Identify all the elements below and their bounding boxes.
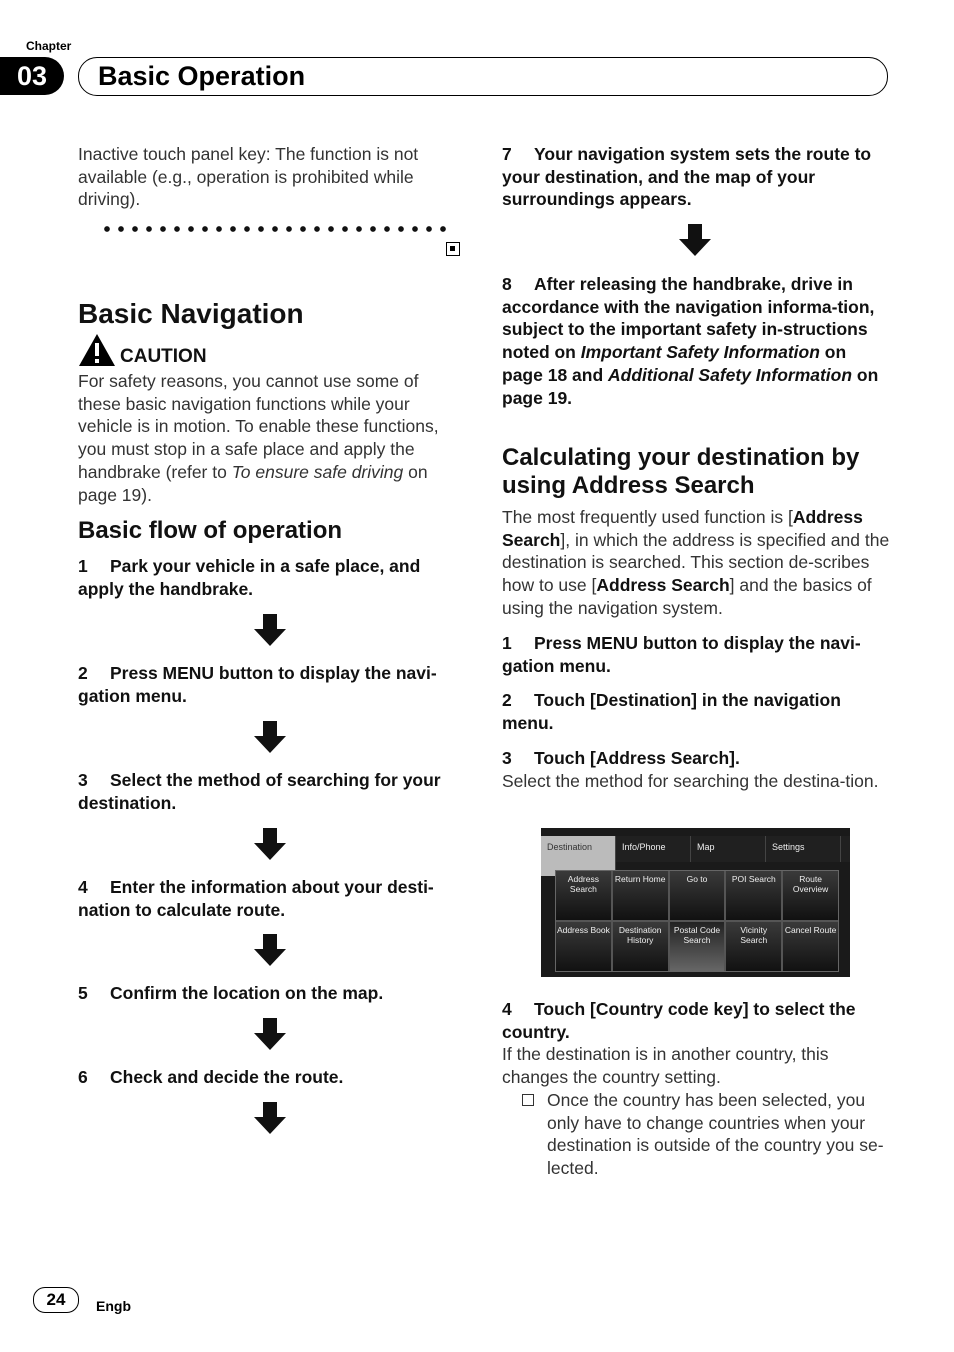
step-text: After releasing the handbrake, drive in accordance with the navigation informa-tion, subject to the important safety in-structions noted on	[502, 274, 875, 363]
page-number: 24	[33, 1287, 79, 1313]
step3-description: Select the method for searching the destina-tion.	[502, 771, 879, 791]
flow-step	[78, 769, 466, 814]
checkbox-bullet-icon	[522, 1093, 546, 1111]
step-text: Touch [Country code key] to select the country.	[502, 999, 856, 1042]
flow-step	[78, 662, 466, 707]
nav-address-search: Address Search	[556, 871, 611, 920]
nav-menu-grid	[555, 870, 839, 972]
address-search-intro	[502, 506, 892, 620]
step-number: 4	[502, 999, 512, 1019]
caution-text	[78, 370, 466, 506]
step-text: Touch [Destination] in the navigation menu.	[502, 690, 841, 733]
nav-poi-search: POI Search	[726, 871, 781, 920]
intro-text: ], in which the address is specified and the destination is searched. This section de-scribes how to use [	[502, 529, 890, 596]
step-text: Press MENU button to display the navi-gation menu.	[502, 633, 861, 676]
step-number: 1	[78, 556, 88, 576]
step-text: Select the method of searching for your destination.	[78, 770, 441, 813]
down-arrow-icon	[254, 721, 286, 753]
intro-bold: Address Search	[596, 575, 730, 596]
address-step	[502, 632, 890, 677]
tab-settings: Settings	[766, 836, 841, 862]
tab-destination: Destination	[541, 836, 616, 876]
chapter-label: Chapter	[26, 39, 72, 53]
navigation-menu-screenshot	[541, 828, 850, 977]
section-end-icon	[446, 242, 460, 256]
step4-description: If the destination is in another country, this changes the country setting.	[502, 1044, 829, 1087]
flow-title: Basic flow of operation	[78, 517, 343, 544]
step-text: on page 18 and	[502, 342, 847, 385]
down-arrow-icon	[254, 1102, 286, 1134]
caution-label: CAUTION	[120, 346, 207, 367]
caution-text-part: on page 19).	[78, 461, 428, 505]
step-text: on page 19.	[502, 364, 879, 408]
step-number: 2	[502, 690, 512, 710]
address-step	[502, 998, 890, 1043]
step-number: 7	[502, 144, 512, 164]
down-arrow-icon	[254, 614, 286, 646]
step-text: Check and decide the route.	[110, 1067, 344, 1087]
step-number: 3	[78, 770, 88, 790]
caution-reference: To ensure safe driving	[231, 461, 404, 482]
down-arrow-icon	[254, 1018, 286, 1050]
flow-step	[502, 143, 890, 211]
step-number: 4	[78, 877, 88, 897]
intro-text: The most frequently used function is [	[502, 507, 793, 527]
step-number: 5	[78, 983, 88, 1003]
step-text: Confirm the location on the map.	[110, 983, 384, 1003]
nav-vicinity-search: Vicinity Search	[726, 922, 781, 971]
safety-reference: Important Safety Information	[580, 342, 820, 363]
step-number: 1	[502, 633, 512, 653]
tab-map: Map	[691, 836, 766, 862]
step-text: Enter the information about your desti-nation to calculate route.	[78, 877, 434, 920]
chapter-number: 03	[0, 57, 64, 95]
flow-step	[78, 982, 466, 1005]
section-title: Basic Navigation	[78, 298, 304, 329]
intro-bold: Address Search	[502, 507, 863, 550]
nav-menu-tabs	[541, 836, 850, 862]
flow-step	[78, 1066, 466, 1089]
intro-text: ] and the basics of using the navigation system.	[502, 575, 872, 618]
down-arrow-icon	[679, 224, 711, 256]
flow-step	[502, 273, 890, 409]
nav-go-to: Go to	[670, 871, 725, 920]
step-text: Touch [Address Search].	[534, 748, 740, 768]
down-arrow-icon	[254, 934, 286, 966]
step-number: 6	[78, 1067, 88, 1087]
safety-reference: Additional Safety Information	[608, 364, 853, 385]
step-text: Press MENU button to display the navi-gation menu.	[78, 663, 437, 706]
inactive-key-note: Inactive touch panel key: The function is not available (e.g., operation is prohibited while driving).	[78, 144, 419, 210]
flow-step	[78, 555, 466, 600]
nav-cancel-route: Cancel Route	[783, 922, 838, 971]
nav-return-home: Return Home	[613, 871, 668, 920]
flow-step	[78, 876, 466, 921]
step-number: 8	[502, 274, 512, 294]
warning-triangle-icon	[78, 333, 116, 372]
address-step	[502, 747, 890, 770]
step-number: 2	[78, 663, 88, 683]
tab-info-phone: Info/Phone	[616, 836, 691, 862]
chapter-title: Basic Operation	[98, 61, 306, 91]
country-note: Once the country has been selected, you only have to change countries when your destination is outside of the country you se-lected.	[547, 1090, 884, 1179]
address-step	[502, 689, 890, 734]
nav-address-book: Address Book	[556, 922, 611, 971]
caution-text-part: For safety reasons, you cannot use some of these basic navigation functions while your vehicle is in motion. To enable these functions, you must stop in a safe place and apply the handbrake (refer to	[78, 371, 439, 482]
address-search-title: Calculating your destination by using Address Search	[502, 444, 860, 499]
step-number: 3	[502, 748, 512, 768]
nav-postal-code-search: Postal Code Search	[670, 922, 725, 971]
dotted-divider	[100, 225, 450, 233]
step-text: Park your vehicle in a safe place, and apply the handbrake.	[78, 556, 421, 599]
step-text: Your navigation system sets the route to your destination, and the map of your surroundings appears.	[502, 144, 872, 210]
down-arrow-icon	[254, 828, 286, 860]
language-code: Engb	[96, 1298, 131, 1314]
nav-route-overview: Route Overview	[783, 871, 838, 920]
nav-destination-history: Destination History	[613, 922, 668, 971]
